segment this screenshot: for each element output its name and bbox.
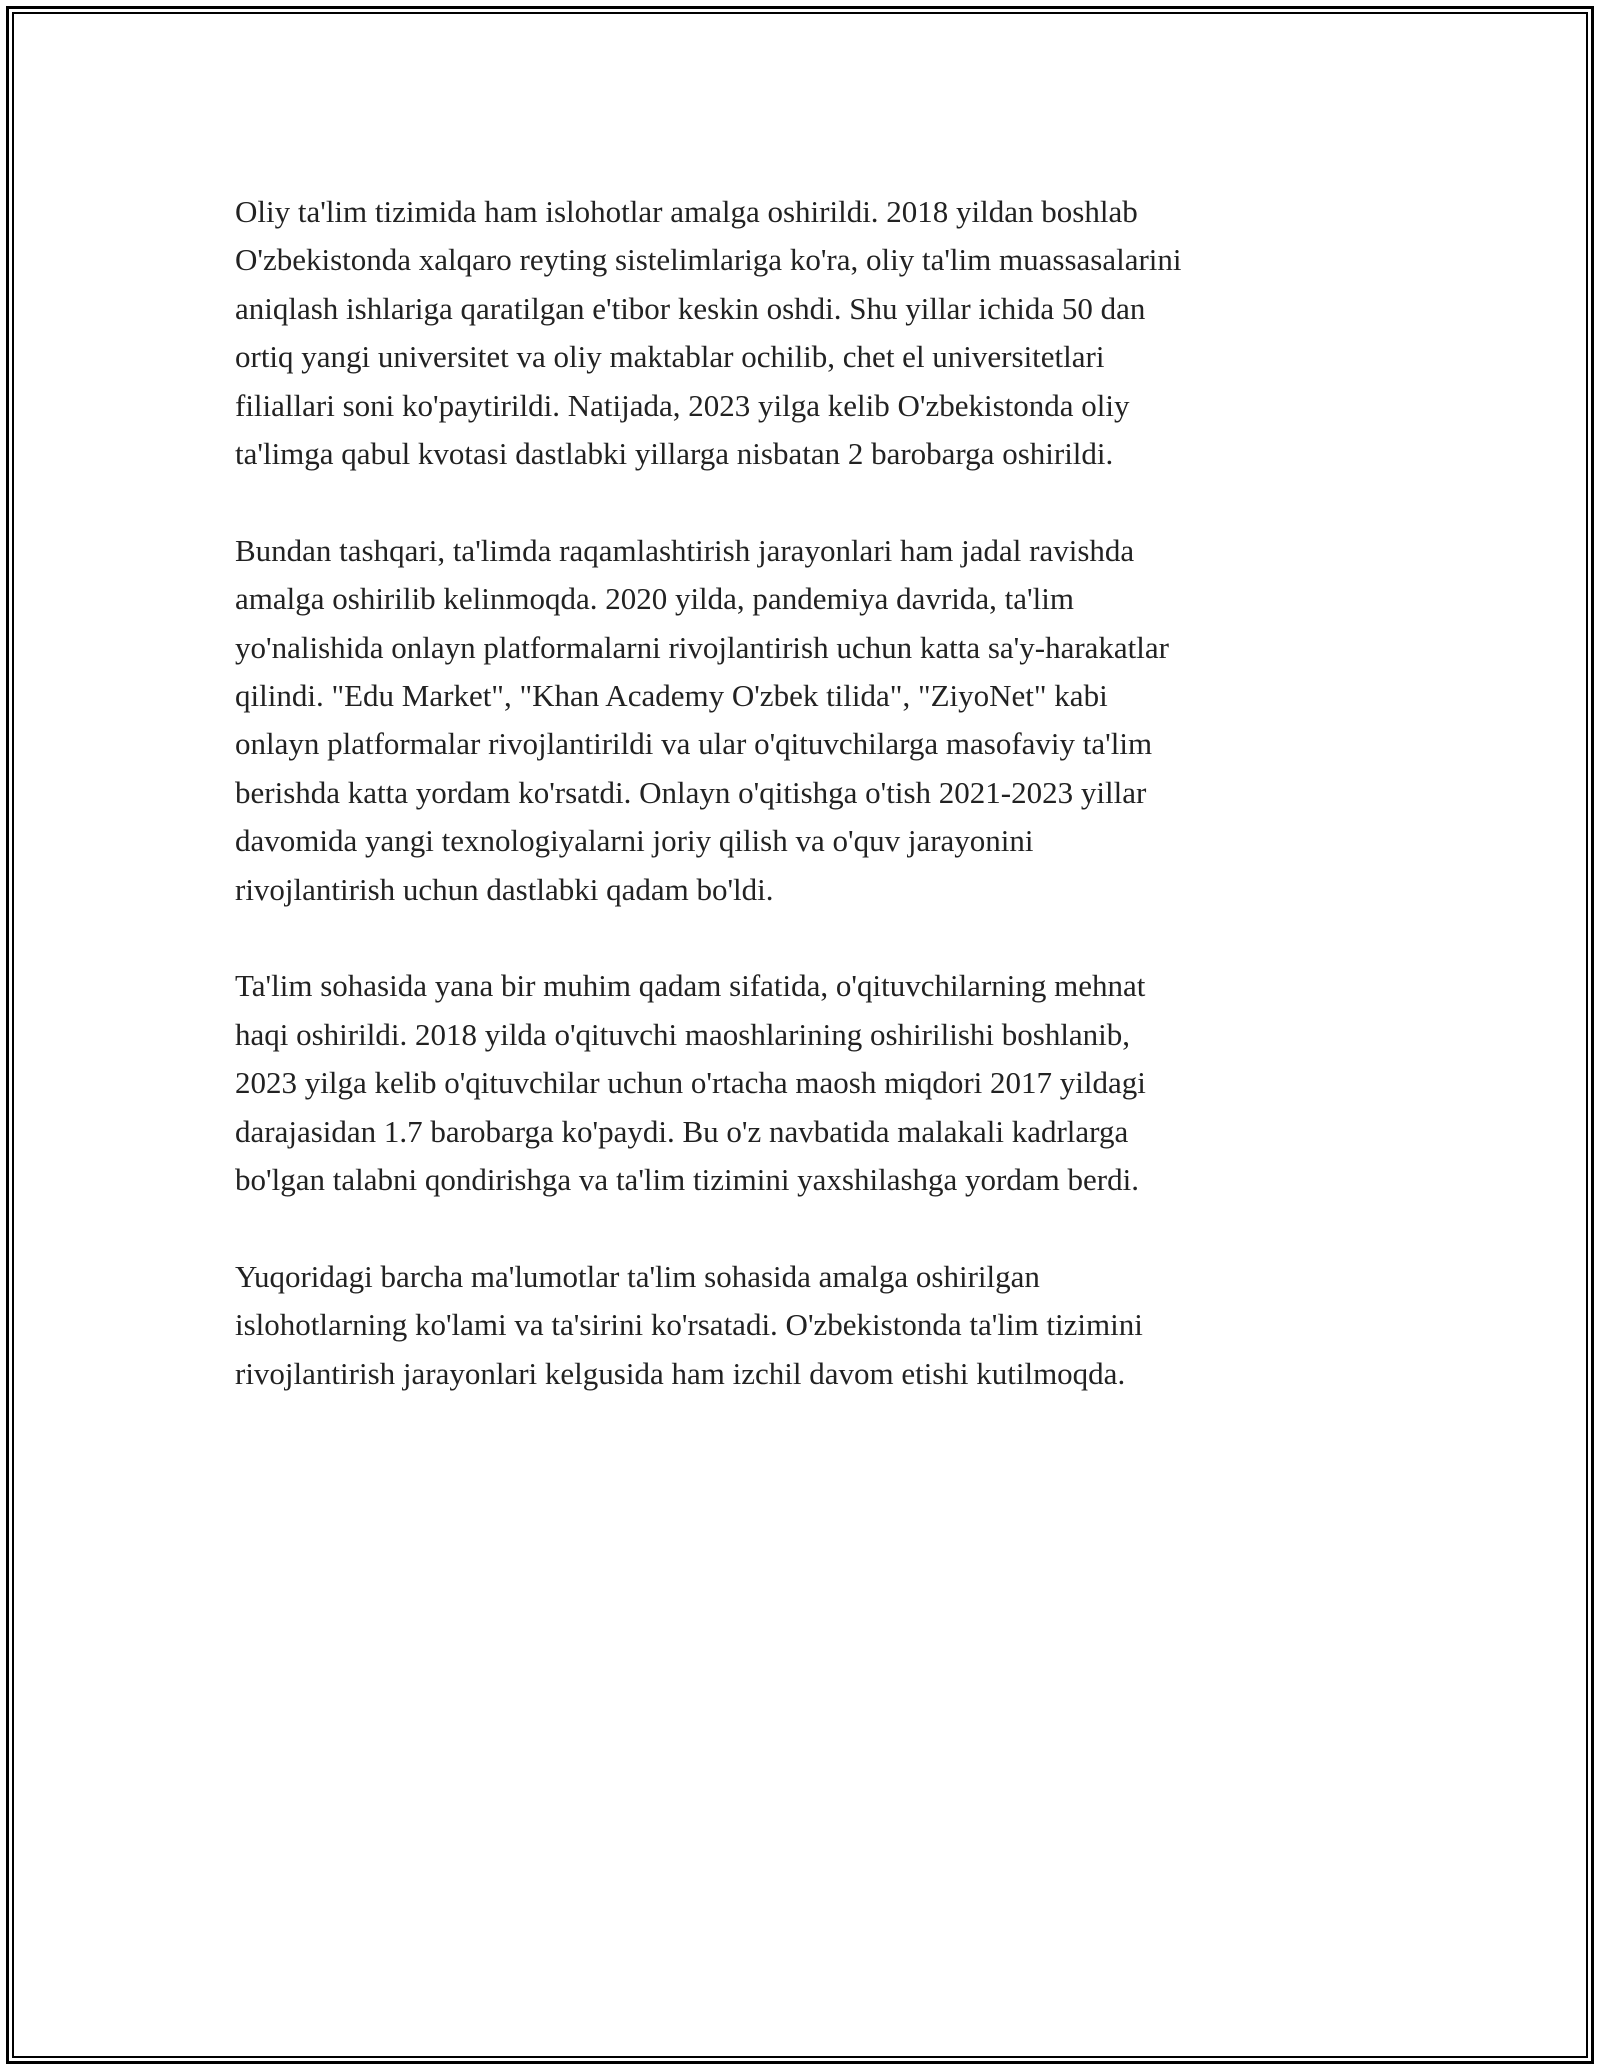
text-line: darajasidan 1.7 barobarga ko'paydi. Bu o'z navbatida malakali kadrlarga [235, 1113, 1129, 1149]
text-line: 2023 yilga kelib o'qituvchilar uchun o'rtacha maosh miqdori 2017 yildagi [235, 1065, 1146, 1101]
text-line: Yuqoridagi barcha ma'lumotlar ta'lim sohasida amalga oshirilgan [235, 1258, 1040, 1294]
text-line: Bundan tashqari, ta'limda raqamlashtirish jarayonlari ham jadal ravishda [235, 532, 1135, 568]
text-line: bo'lgan talabni qondirishga va ta'lim tizimini yaxshilashga yordam berdi. [235, 1162, 1139, 1198]
text-line: ortiq yangi universitet va oliy maktablar ochilib, chet el universitetlari [235, 339, 1105, 375]
text-line: O'zbekistonda xalqaro reyting sistelimlariga ko'ra, oliy ta'lim muassasalarini [235, 242, 1182, 278]
text-line: onlayn platformalar rivojlantirildi va ular o'qituvchilarga masofaviy ta'lim [235, 726, 1153, 762]
text-line: filiallari soni ko'paytirildi. Natijada, 2023 yilga kelib O'zbekistonda oliy [235, 387, 1130, 423]
paragraph-teacher-salaries [235, 962, 1365, 1204]
paragraph-digitalization [235, 527, 1365, 914]
text-line: amalga oshirilib kelinmoqda. 2020 yilda, pandemiya davrida, ta'lim [235, 581, 1074, 617]
text-line: islohotlarning ko'lami va ta'sirini ko'rsatadi. O'zbekistonda ta'lim tizimini [235, 1307, 1143, 1343]
text-line: haqi oshirildi. 2018 yilda o'qituvchi maoshlarining oshirilishi boshlanib, [235, 1016, 1131, 1052]
paragraph-higher-education [235, 188, 1365, 478]
text-line: rivojlantirish uchun dastlabki qadam bo'ldi. [235, 871, 774, 907]
text-line: Ta'lim sohasida yana bir muhim qadam sifatida, o'qituvchilarning mehnat [235, 968, 1146, 1004]
text-line: rivojlantirish jarayonlari kelgusida ham izchil davom etishi kutilmoqda. [235, 1355, 1126, 1391]
paragraph-conclusion [235, 1253, 1365, 1398]
text-line: ta'limga qabul kvotasi dastlabki yillarga nisbatan 2 barobarga oshirildi. [235, 436, 1114, 472]
text-line: aniqlash ishlariga qaratilgan e'tibor keskin oshdi. Shu yillar ichida 50 dan [235, 290, 1146, 326]
document-body [235, 188, 1365, 1447]
text-line: Oliy ta'lim tizimida ham islohotlar amalga oshirildi. 2018 yildan boshlab [235, 194, 1138, 229]
text-line: berishda katta yordam ko'rsatdi. Onlayn o'qitishga o'tish 2021-2023 yillar [235, 774, 1147, 810]
text-line: davomida yangi texnologiyalarni joriy qilish va o'quv jarayonini [235, 823, 1034, 859]
text-line: yo'nalishida onlayn platformalarni rivojlantirish uchun katta sa'y-harakatlar [235, 629, 1169, 665]
text-line: qilindi. "Edu Market", "Khan Academy O'zbek tilida", "ZiyoNet" kabi [235, 678, 1108, 714]
